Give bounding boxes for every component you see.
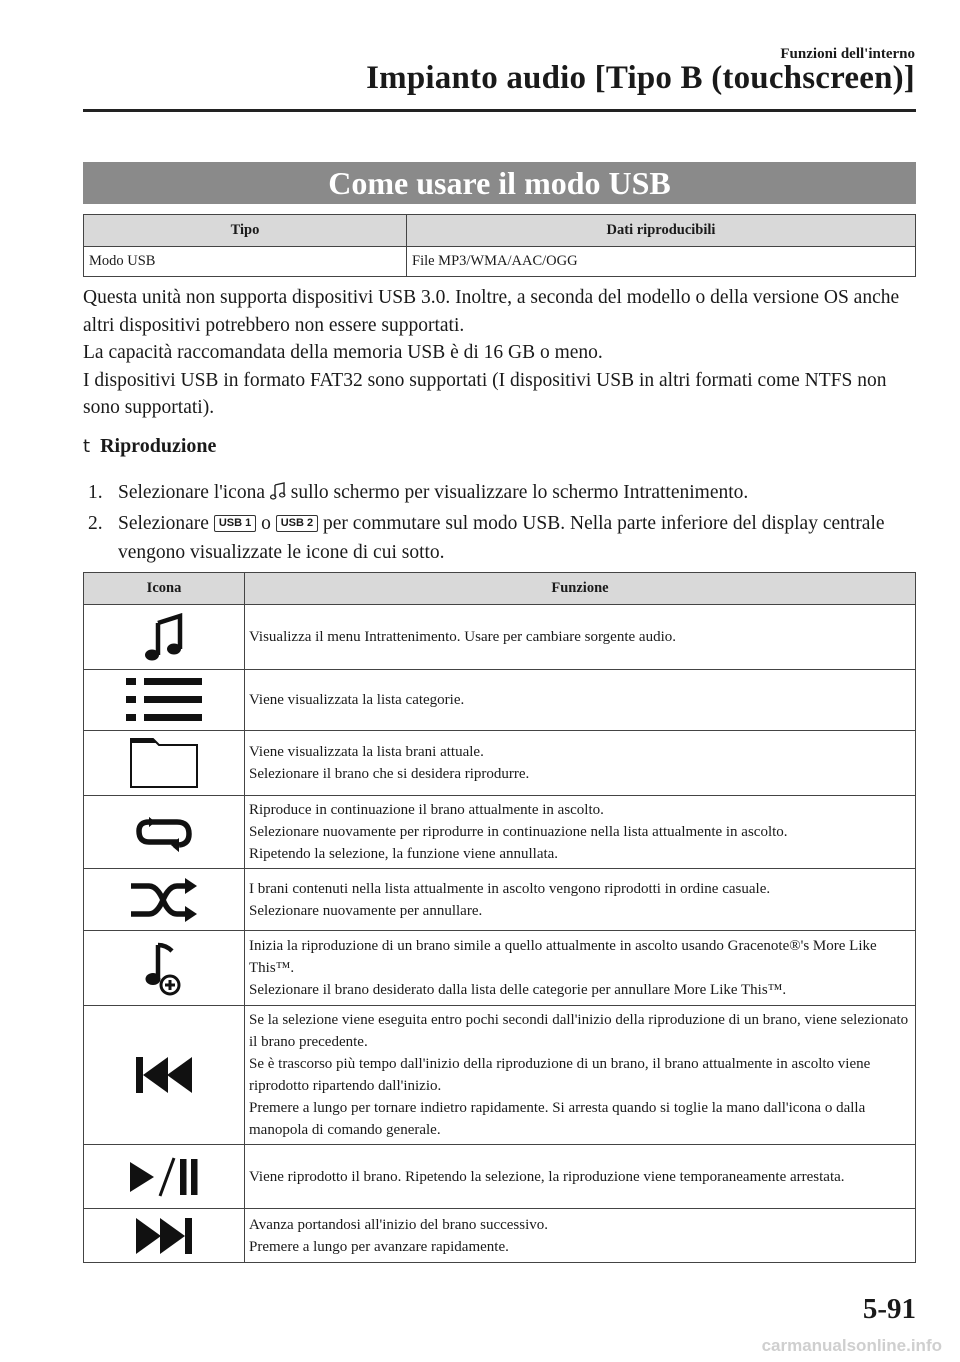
table-header-row bbox=[84, 215, 916, 247]
heading-bullet: t bbox=[83, 436, 91, 457]
table-row bbox=[84, 670, 916, 731]
shuffle-icon bbox=[129, 878, 199, 922]
type-table bbox=[83, 214, 916, 277]
step-item bbox=[88, 509, 918, 567]
table-cell: File MP3/WMA/AAC/OGG bbox=[407, 247, 916, 277]
function-line: Visualizza il menu Intrattenimento. Usare per cambiare sorgente audio. bbox=[249, 629, 676, 645]
folder-icon bbox=[129, 737, 199, 789]
column-header: Dati riproducibili bbox=[407, 215, 916, 247]
function-line: Avanza portandosi all'inizio del brano successivo. bbox=[249, 1216, 549, 1233]
table-row bbox=[84, 796, 916, 869]
paragraph: Questa unità non supporta dispositivi USB 3.0. Inoltre, a seconda del modello o della versione OS anche altri dispositivi potrebbero non essere supportati. bbox=[83, 287, 900, 336]
usb1-badge: USB 1 bbox=[214, 515, 256, 532]
table-row bbox=[84, 731, 916, 796]
step-number: 2. bbox=[88, 513, 103, 534]
column-header: Icona bbox=[84, 573, 245, 605]
function-line: Ripetendo la selezione, la funzione viene annullata. bbox=[249, 846, 559, 862]
table-row bbox=[84, 1145, 916, 1209]
music-note-icon bbox=[142, 613, 186, 661]
music-note-icon bbox=[270, 480, 286, 509]
next-track-icon bbox=[134, 1218, 194, 1254]
column-header: Funzione bbox=[245, 573, 916, 605]
icon-function-table bbox=[83, 572, 916, 1263]
paragraph: La capacità raccomandata della memoria USB è di 16 GB o meno. bbox=[83, 342, 603, 363]
step-text: Selezionare l'icona sullo schermo per visualizzare lo schermo Intrattenimento. bbox=[118, 478, 748, 509]
steps-list bbox=[88, 478, 918, 567]
function-line: Premere a lungo per avanzare rapidamente. bbox=[249, 1238, 509, 1255]
step-text: Selezionare USB 1 o USB 2 per commutare sul modo USB. Nella parte inferiore del display centrale vengono visualizzate le icone di cui sotto. bbox=[118, 513, 885, 563]
previous-track-icon bbox=[134, 1057, 194, 1093]
column-header: Tipo bbox=[84, 215, 407, 247]
table-row bbox=[84, 247, 916, 277]
heading-text: Riproduzione bbox=[100, 435, 217, 457]
table-row bbox=[84, 1006, 916, 1145]
function-line: I brani contenuti nella lista attualmente in ascolto vengono riprodotti in ordine casuale. bbox=[249, 880, 771, 897]
table-header-row bbox=[84, 573, 916, 605]
footer-watermark: carmanualsonline.info bbox=[761, 1336, 942, 1355]
step-item bbox=[88, 478, 918, 509]
header-section: Funzioni dell'interno bbox=[780, 46, 915, 62]
subsection-heading bbox=[83, 435, 216, 458]
function-line: Viene visualizzata la lista categorie. bbox=[249, 692, 465, 708]
page-title: Impianto audio [Tipo B (touchscreen)] bbox=[366, 60, 915, 96]
paragraph: I dispositivi USB in formato FAT32 sono supportati (I dispositivi USB in altri formati come NTFS non sono supportati). bbox=[83, 369, 887, 418]
function-line: Inizia la riproduzione di un brano simile a quello attualmente in ascolto usando Gracenote®'s More Like This™. bbox=[249, 938, 877, 976]
function-line: Riproduce in continuazione il brano attualmente in ascolto. bbox=[249, 802, 604, 818]
step-number: 1. bbox=[88, 482, 103, 503]
play-pause-icon bbox=[128, 1156, 200, 1198]
table-row bbox=[84, 1209, 916, 1263]
function-line: Premere a lungo per tornare indietro rapidamente. Si arresta quando si toglie la mano dall'icona o dalla manopola di comando generale. bbox=[249, 1100, 866, 1138]
function-line: Se la selezione viene eseguita entro pochi secondi dall'inizio della riproduzione di un brano, viene selezionato il brano precedente. bbox=[249, 1012, 909, 1050]
usb2-badge: USB 2 bbox=[276, 515, 318, 532]
more-like-this-icon bbox=[144, 939, 184, 997]
page-number: 5-91 bbox=[862, 1293, 916, 1325]
function-line: Selezionare il brano desiderato dalla lista delle categorie per annullare More Like This™. bbox=[249, 982, 787, 998]
intro-text bbox=[83, 284, 918, 422]
table-row bbox=[84, 605, 916, 670]
table-row bbox=[84, 869, 916, 931]
function-line: Selezionare nuovamente per annullare. bbox=[249, 902, 483, 919]
function-line: Viene riprodotto il brano. Ripetendo la selezione, la riproduzione viene temporaneamente arrestata. bbox=[249, 1168, 845, 1185]
function-line: Viene visualizzata la lista brani attuale. bbox=[249, 744, 484, 760]
header-divider bbox=[83, 109, 916, 112]
repeat-icon bbox=[133, 812, 195, 852]
table-row bbox=[84, 931, 916, 1006]
function-line: Selezionare il brano che si desidera riprodurre. bbox=[249, 766, 530, 782]
function-line: Selezionare nuovamente per riprodurre in continuazione nella lista attualmente in ascolto. bbox=[249, 824, 788, 840]
table-cell: Modo USB bbox=[84, 247, 407, 277]
section-banner: Come usare il modo USB bbox=[83, 162, 916, 204]
function-line: Se è trascorso più tempo dall'inizio della riproduzione di un brano, il brano attualmente in ascolto viene riprodotto ripartendo dall'inizio. bbox=[249, 1056, 871, 1094]
list-icon bbox=[124, 676, 204, 724]
